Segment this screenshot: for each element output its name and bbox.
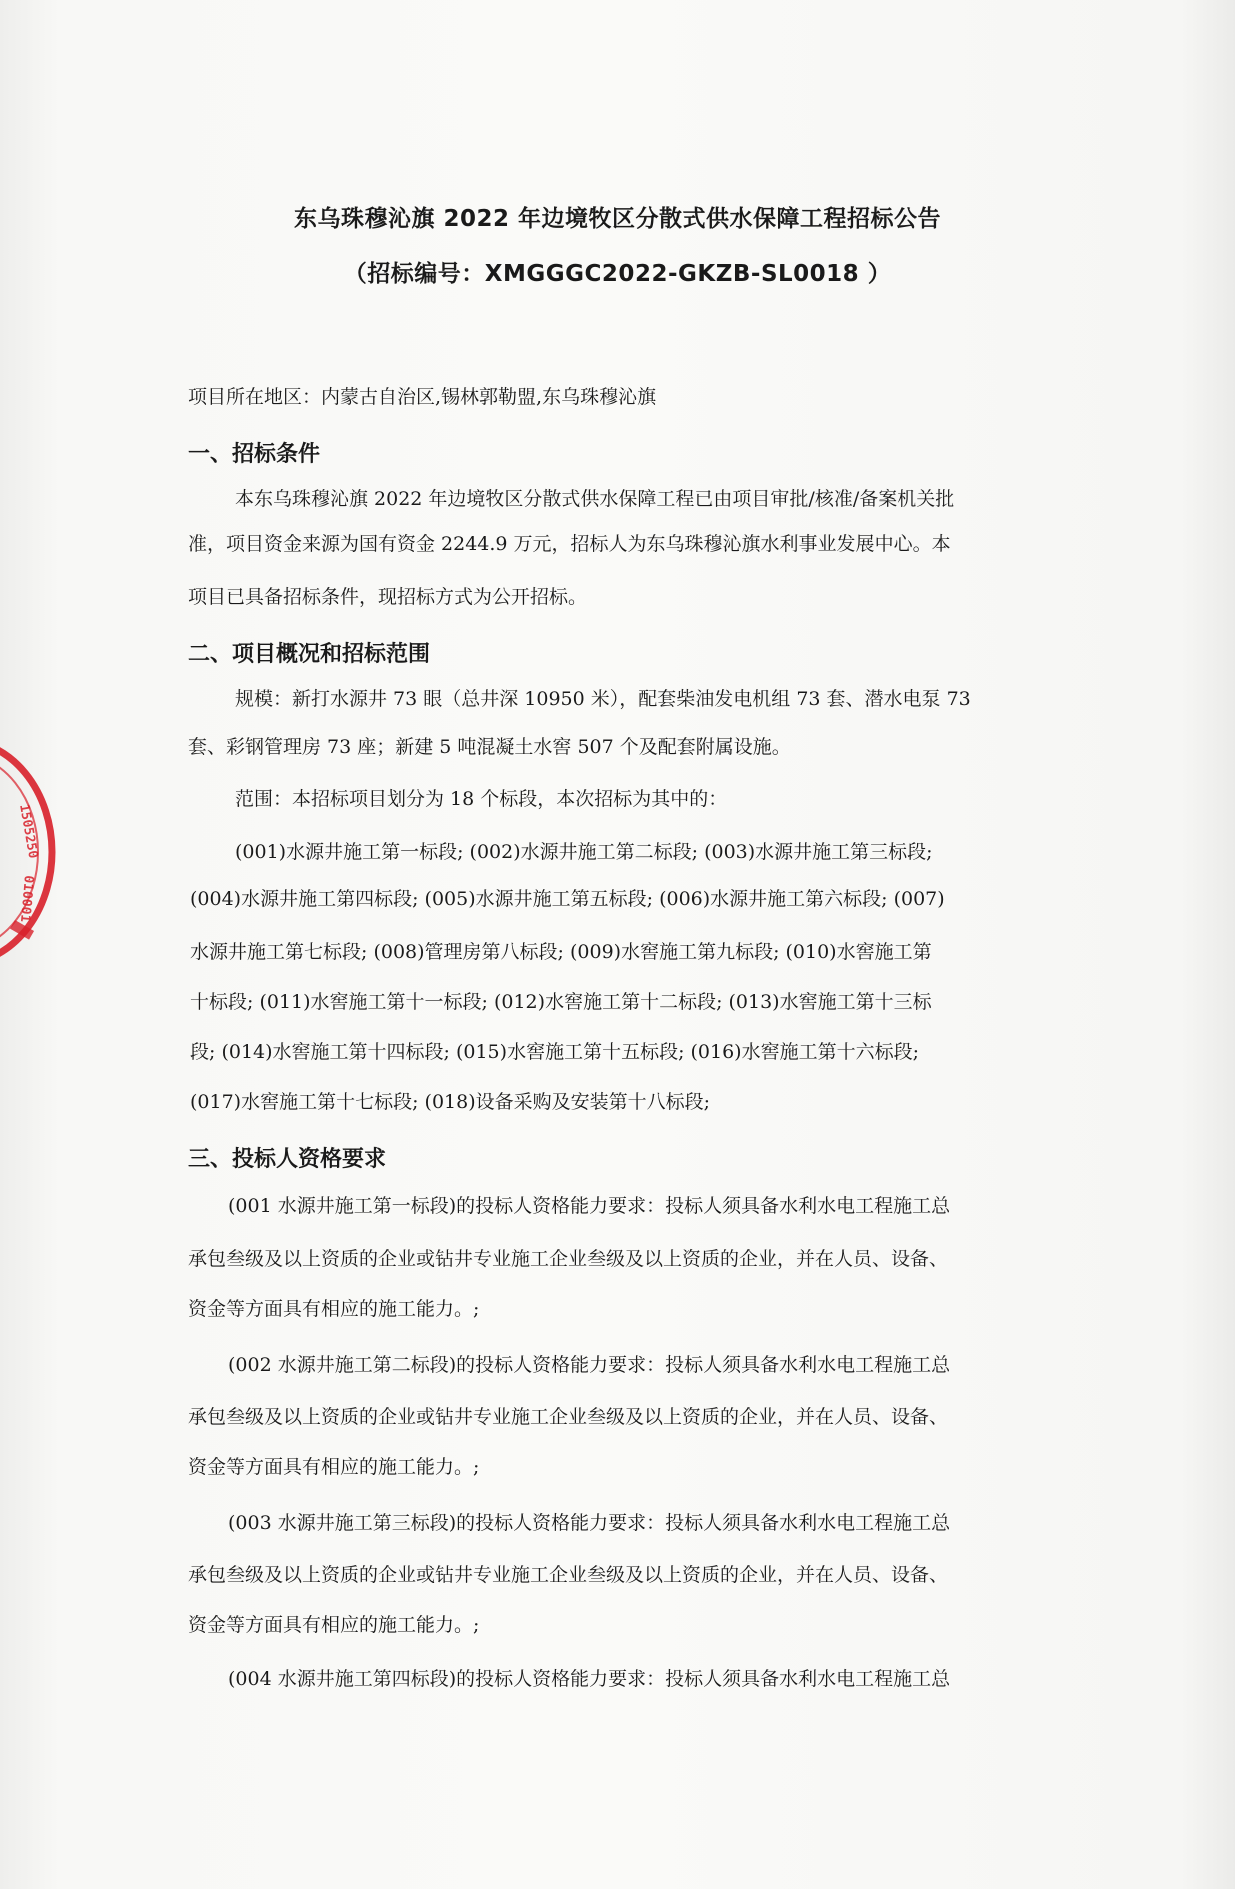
svg-text:010001: 010001 bbox=[16, 874, 36, 923]
paragraph-line: 规模：新打水源井 73 眼（总井深 10950 米），配套柴油发电机组 73 套、潜水电泵 73 bbox=[235, 688, 971, 710]
project-location: 项目所在地区：内蒙古自治区,锡林郭勒盟,东乌珠穆沁旗 bbox=[188, 386, 657, 408]
paragraph-line: 十标段; (011)水窖施工第十一标段; (012)水窖施工第十二标段; (013)水窖施工第十三标 bbox=[190, 991, 932, 1013]
paragraph-line: 承包叁级及以上资质的企业或钻井专业施工企业叁级及以上资质的企业，并在人员、设备、 bbox=[188, 1248, 949, 1270]
paragraph-line: 准，项目资金来源为国有资金 2244.9 万元，招标人为东乌珠穆沁旗水利事业发展中心。本 bbox=[188, 533, 951, 555]
paragraph-line: (003 水源井施工第三标段)的投标人资格能力要求：投标人须具备水利水电工程施工总 bbox=[228, 1512, 951, 1534]
paragraph-line: 承包叁级及以上资质的企业或钻井专业施工企业叁级及以上资质的企业，并在人员、设备、 bbox=[188, 1406, 949, 1428]
paragraph-line: 水源井施工第七标段; (008)管理房第八标段; (009)水窖施工第九标段; (010)水窖施工第 bbox=[190, 941, 932, 963]
paragraph-line: (004 水源井施工第四标段)的投标人资格能力要求：投标人须具备水利水电工程施工总 bbox=[228, 1668, 951, 1690]
svg-text:1505250: 1505250 bbox=[16, 803, 41, 860]
paragraph-line: 段; (014)水窖施工第十四标段; (015)水窖施工第十五标段; (016)水窖施工第十六标段; bbox=[190, 1041, 919, 1063]
document-title: 东乌珠穆沁旗 2022 年边境牧区分散式供水保障工程招标公告 bbox=[293, 206, 942, 232]
section-heading-2: 二、项目概况和招标范围 bbox=[188, 642, 431, 667]
paragraph-line: (004)水源井施工第四标段; (005)水源井施工第五标段; (006)水源井施工第六标段; (007) bbox=[190, 888, 945, 910]
paragraph-line: 范围：本招标项目划分为 18 个标段，本次招标为其中的： bbox=[235, 788, 728, 810]
paragraph-line: 项目已具备招标条件，现招标方式为公开招标。 bbox=[188, 586, 588, 608]
paragraph-line: (001 水源井施工第一标段)的投标人资格能力要求：投标人须具备水利水电工程施工总 bbox=[228, 1195, 951, 1217]
paragraph-line: 资金等方面具有相应的施工能力。; bbox=[188, 1614, 480, 1636]
paragraph-line: (001)水源井施工第一标段; (002)水源井施工第二标段; (003)水源井施工第三标段; bbox=[235, 841, 933, 863]
paragraph-line: 本东乌珠穆沁旗 2022 年边境牧区分散式供水保障工程已由项目审批/核准/备案机关批 bbox=[235, 488, 955, 510]
paragraph-line: 资金等方面具有相应的施工能力。; bbox=[188, 1456, 480, 1478]
section-heading-3: 三、投标人资格要求 bbox=[188, 1147, 387, 1172]
red-seal-stamp bbox=[0, 735, 60, 970]
section-heading-1: 一、招标条件 bbox=[188, 442, 321, 467]
tender-number: （招标编号：XMGGGC2022-GKZB-SL0018 ） bbox=[343, 261, 892, 287]
paragraph-line: (017)水窖施工第十七标段; (018)设备采购及安装第十八标段; bbox=[190, 1091, 711, 1113]
paragraph-line: 资金等方面具有相应的施工能力。; bbox=[188, 1298, 480, 1320]
paragraph-line: (002 水源井施工第二标段)的投标人资格能力要求：投标人须具备水利水电工程施工总 bbox=[228, 1354, 951, 1376]
paragraph-line: 套、彩钢管理房 73 座；新建 5 吨混凝土水窖 507 个及配套附属设施。 bbox=[188, 736, 791, 758]
paragraph-line: 承包叁级及以上资质的企业或钻井专业施工企业叁级及以上资质的企业，并在人员、设备、 bbox=[188, 1564, 949, 1586]
